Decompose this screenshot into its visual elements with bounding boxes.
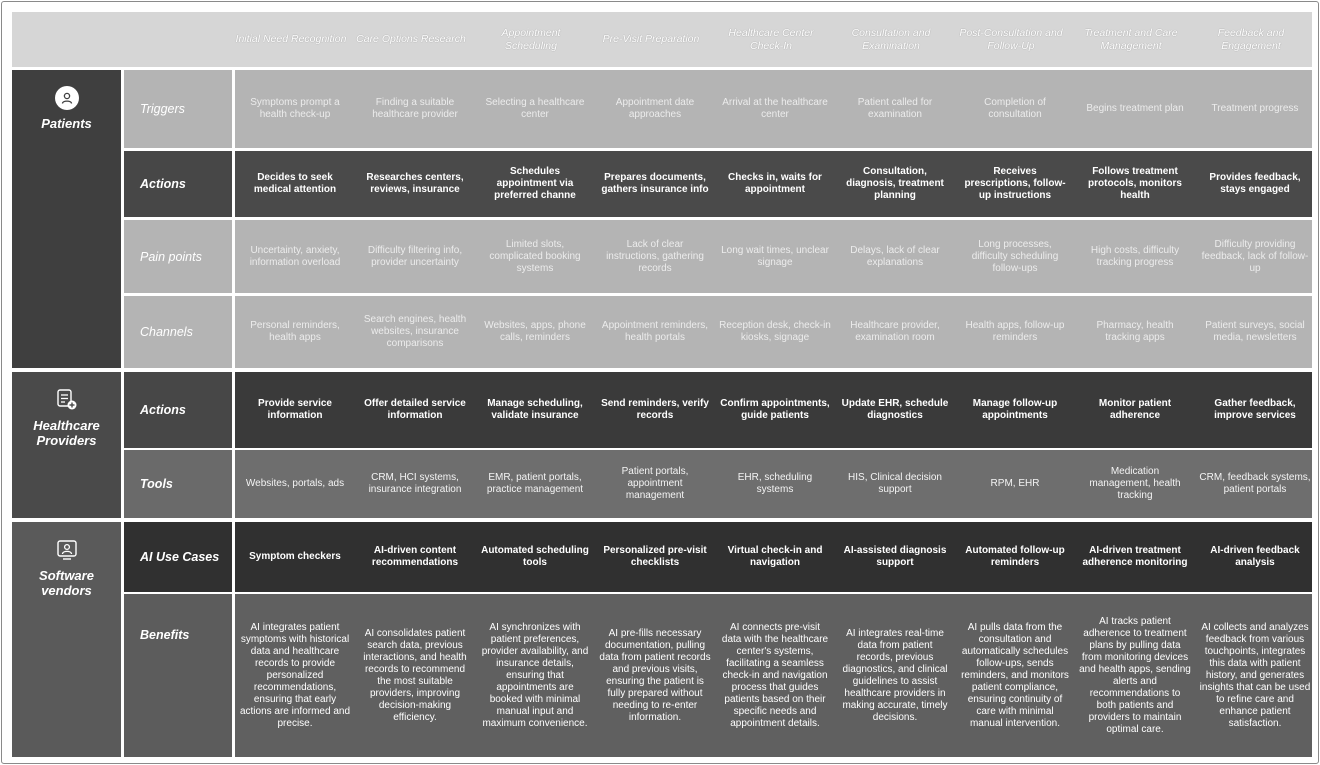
cell: HIS, Clinical decision support [848,472,942,495]
row-tools [235,450,1312,518]
cell: Finding a suitable healthcare provider [372,97,458,120]
group-title-line: vendors [41,583,92,598]
row-triggers [235,70,1312,148]
stage-header [12,12,1312,67]
cell: Follows treatment protocols, monitors health [1088,166,1182,201]
stage-care-options-research: Care Options Research [356,33,466,45]
cell: Selecting a healthcare center [485,97,585,120]
row-label-channels: Channels [124,296,232,368]
group-title-patients: Patients [41,116,92,131]
cell: Symptoms prompt a health check-up [250,97,340,120]
row-channels [235,296,1312,368]
cell: Appointment date approaches [615,97,695,120]
cell: AI integrates patient symptoms with historical data and healthcare records to provide personalized recommendations, ensuring that early actions are informed and precise. [239,621,351,729]
group-title-line: Software [39,568,94,583]
vendors-grid [235,522,1312,757]
cell: Difficulty filtering info, provider uncertainty [367,244,463,268]
cell: RPM, EHR [990,478,1040,489]
cell: Delays, lack of clear explanations [850,244,940,268]
cell: Search engines, health websites, insurance comparisons [363,314,467,349]
cell: Health apps, follow-up reminders [965,320,1065,343]
group-software-vendors [12,522,121,757]
cell: Symptom checkers [249,551,341,562]
cell: AI synchronizes with patient preferences, provider availability, and insurance details, ensuring that appointments are booked with minimal manual input and maximum convenience. [481,621,589,729]
cell: Websites, portals, ads [245,478,345,489]
providers-grid [235,372,1312,518]
cell: Difficulty providing feedback, lack of follow-up [1201,238,1309,274]
providers-row-labels [124,372,232,518]
row-label-provider-actions: Actions [124,372,232,448]
cell: Reception desk, check-in kiosks, signage [719,320,831,343]
stage-pre-visit-preparation: Pre-Visit Preparation [602,33,700,45]
cell: Long wait times, unclear signage [721,244,829,268]
cell: Begins treatment plan [1086,103,1184,114]
cell: Personalized pre-visit checklists [603,545,707,568]
cell: Websites, apps, phone calls, reminders [484,320,586,343]
cell: Researches centers, reviews, insurance [366,172,464,195]
cell: Appointment reminders, health portals [601,320,709,343]
cell: AI-driven content recommendations [371,545,459,568]
group-healthcare-providers [12,372,121,518]
clipboard-plus-icon [55,388,79,412]
cell: AI connects pre-visit data with the healthcare center's systems, facilitating a seamless check-in and navigation process that guides patients based on their specific needs and appointment details. [721,621,829,729]
stage-appointment-scheduling: Appointment Scheduling [501,26,561,52]
cell: Pharmacy, health tracking apps [1096,320,1174,343]
cell: EHR, scheduling systems [737,472,813,495]
cell: Arrival at the healthcare center [722,97,828,120]
group-title-line: Providers [36,433,97,448]
cell: Gather feedback, improve services [1214,398,1296,421]
cell: Treatment progress [1211,103,1299,114]
cell: Provide service information [258,398,332,421]
cell: Healthcare provider, examination room [850,320,940,343]
row-pain-points [235,220,1312,293]
cell: Manage follow-up appointments [972,398,1058,421]
cell: Monitor patient adherence [1098,398,1172,421]
cell: AI-driven treatment adherence monitoring [1082,545,1188,568]
vendors-row-labels [124,522,232,757]
row-label-triggers: Triggers [124,70,232,148]
cell: Medication management, health tracking [1089,466,1181,501]
cell: Completion of consultation [984,97,1046,120]
cell: Consultation, diagnosis, treatment planning [846,166,944,201]
cell: Patient surveys, social media, newsletters [1205,320,1305,343]
group-title-line: Healthcare [33,418,100,433]
cell: Limited slots, complicated booking systems [489,238,581,274]
cell: Virtual check-in and navigation [727,545,823,568]
cell: Prepares documents, gathers insurance info [601,172,709,195]
row-label-ai-use-cases: AI Use Cases [124,522,232,592]
cell: AI-driven feedback analysis [1210,545,1300,568]
cell: CRM, feedback systems, patient portals [1199,472,1311,495]
patients-grid [235,70,1312,368]
monitor-user-icon [55,538,79,562]
user-icon [55,86,79,110]
cell: Send reminders, verify records [601,398,709,421]
cell: AI integrates real-time data from patient records, previous diagnostics, and clinical guidelines to assist healthcare providers in making accurate, timely decisions. [842,627,948,723]
cell: Automated scheduling tools [481,545,589,568]
journey-map [1,1,1319,764]
stage-treatment-care-management: Treatment and Care Management [1084,26,1178,52]
cell: Personal reminders, health apps [250,320,340,343]
stage-initial-need-recognition: Initial Need Recognition [235,33,347,45]
cell: Uncertainty, anxiety, information overload [249,244,341,268]
stage-healthcare-center-check-in: Healthcare Center Check-In [728,26,814,52]
cell: AI pulls data from the consultation and automatically schedules follow-ups, sends reminders, and monitors patient compliance, ensuring continuity of care with minimal manual intervention. [961,621,1069,729]
row-label-patient-actions: Actions [124,151,232,217]
stage-post-consultation-follow-up: Post-Consultation and Follow-Up [959,26,1063,52]
cell: Lack of clear instructions, gathering records [606,238,704,274]
stage-feedback-engagement: Feedback and Engagement [1217,26,1285,52]
row-label-tools: Tools [124,450,232,518]
cell: AI collects and analyzes feedback from various touchpoints, integrates this data with patient history, and generates insights that can be used to refine care and enhance patient satisfaction. [1199,621,1311,729]
cell: AI consolidates patient search data, previous interactions, and health records to recommend the most suitable providers, improving decision-making efficiency. [363,627,467,723]
row-label-pain-points: Pain points [124,220,232,293]
cell: Decides to seek medical attention [253,172,337,195]
cell: Automated follow-up reminders [965,545,1065,568]
cell: Patient portals, appointment management [621,466,689,501]
group-patients [12,70,121,368]
row-benefits [235,594,1312,757]
cell: CRM, HCI systems, insurance integration [368,472,462,495]
cell: High costs, difficulty tracking progress [1090,244,1180,268]
group-title-software-vendors [39,568,94,598]
cell: Patient called for examination [857,97,933,120]
row-ai-use-cases [235,522,1312,592]
cell: AI tracks patient adherence to treatment plans by pulling data from monitoring devices and health apps, sending alerts and recommendations to both patients and providers to maintain optimal care. [1079,615,1191,735]
cell: Receives prescriptions, follow-up instructions [964,166,1066,201]
cell: Confirm appointments, guide patients [720,398,830,421]
cell: Manage scheduling, validate insurance [487,398,583,421]
stage-consultation-and-examination: Consultation and Examination [851,26,931,52]
cell: Checks in, waits for appointment [728,172,822,195]
cell: Schedules appointment via preferred channe [494,166,576,201]
row-label-benefits: Benefits [124,594,232,757]
cell: AI-assisted diagnosis support [843,545,947,568]
row-patient-actions [235,151,1312,217]
cell: Update EHR, schedule diagnostics [841,398,949,421]
cell: AI pre-fills necessary documentation, pulling data from patient records and previous visits, ensuring the patient is fully prepared without needing to re-enter information. [599,627,711,723]
patients-row-labels [124,70,232,368]
cell: Offer detailed service information [364,398,466,421]
row-provider-actions [235,372,1312,448]
cell: Long processes, difficulty scheduling follow-ups [971,238,1059,274]
cell: Provides feedback, stays engaged [1209,172,1301,195]
cell: EMR, patient portals, practice management [486,472,584,495]
group-title-healthcare-providers [33,418,99,448]
